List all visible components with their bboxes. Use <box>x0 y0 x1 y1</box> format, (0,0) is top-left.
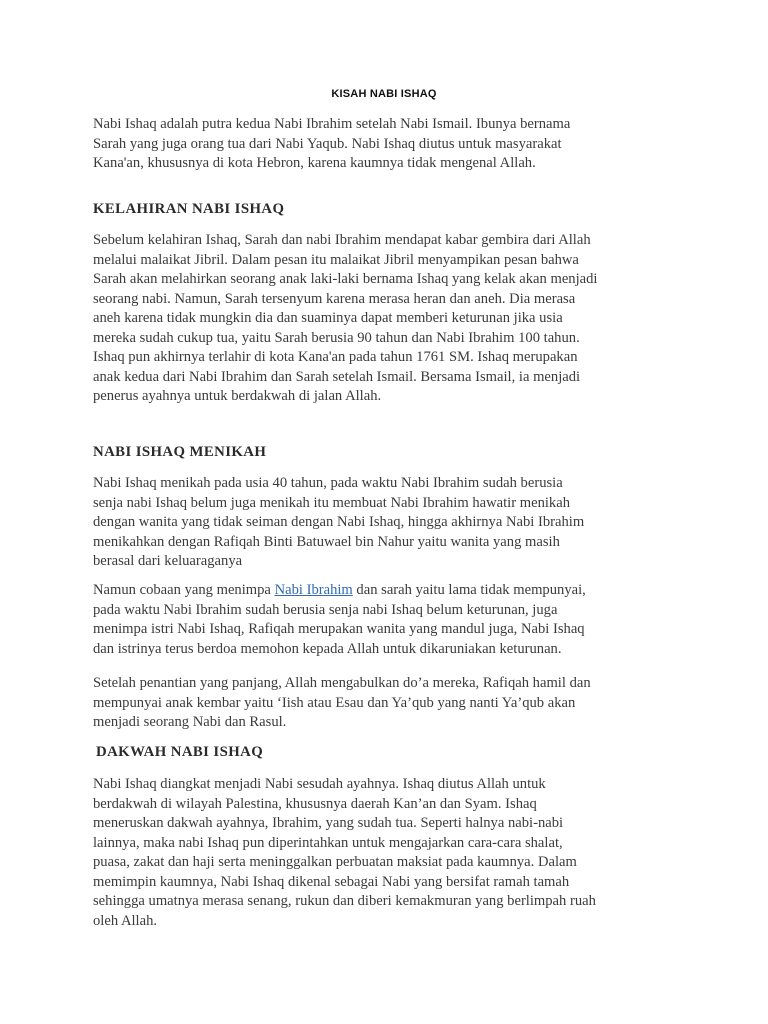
text-line: Nabi Ishaq adalah putra kedua Nabi Ibrahim setelah Nabi Ismail. Ibunya bernama <box>93 116 571 132</box>
text-line: Nabi Ishaq menikah pada usia 40 tahun, pada waktu Nabi Ibrahim sudah berusia <box>93 475 563 491</box>
text-line: anak kedua dari Nabi Ibrahim dan Sarah setelah Ismail. Bersama Ismail, ia menjadi <box>93 368 581 385</box>
paragraph-dakwah <box>93 775 683 931</box>
text-line: seorang nabi. Namun, Sarah tersenyum karena merasa heran dan aneh. Dia merasa <box>93 290 576 307</box>
text-line: berdakwah di wilayah Palestina, khususnya daerah Kan’an dan Syam. Ishaq <box>93 795 537 812</box>
text-line: Ishaq pun akhirnya terlahir di kota Kana'an pada tahun 1761 SM. Ishaq merupakan <box>93 349 578 365</box>
section-heading-kelahiran: KELAHIRAN NABI ISHAQ <box>93 201 285 217</box>
text-line: menikahkan dengan Rafiqah Binti Batuwael bin Nahur yaitu wanita yang masih <box>93 533 560 550</box>
text-line: aneh karena tidak mungkin dia dan suaminya dapat memberi keturunan jika usia <box>93 310 563 326</box>
text-line: Setelah penantian yang panjang, Allah mengabulkan do’a mereka, Rafiqah hamil dan <box>93 675 591 691</box>
section-heading-menikah: NABI ISHAQ MENIKAH <box>93 444 267 460</box>
text-line: penerus ayahnya untuk berdakwah di jalan Allah. <box>93 388 382 404</box>
text-line: Sarah yang juga orang tua dari Nabi Yaqub. Nabi Ishaq diutus untuk masyarakat <box>93 135 562 152</box>
text-line <box>93 581 683 601</box>
nabi-ibrahim-link[interactable]: Nabi Ibrahim <box>274 582 353 598</box>
text-line: berasal dari keluaraganya <box>93 553 243 569</box>
text-line: Kana'an, khususnya di kota Hebron, karena kaumnya tidak mengenal Allah. <box>93 155 536 171</box>
text-line: Sebelum kelahiran Ishaq, Sarah dan nabi Ibrahim mendapat kabar gembira dari Allah <box>93 232 591 248</box>
text-line: senja nabi Ishaq belum juga menikah itu membuat Nabi Ibrahim hawatir menikah <box>93 494 570 511</box>
intro-paragraph <box>93 115 683 174</box>
text-line: pada waktu Nabi Ibrahim sudah berusia senja nabi Ishaq belum keturunan, juga <box>93 601 558 618</box>
text-line: oleh Allah. <box>93 912 158 929</box>
text-line: puasa, zakat dan haji serta meninggalkan perbuatan maksiat pada kaumnya. Dalam <box>93 854 577 870</box>
text-line: Nabi Ishaq diangkat menjadi Nabi sesudah ayahnya. Ishaq diutus Allah untuk <box>93 776 546 792</box>
text-line: melalui malaikat Jibril. Dalam pesan itu malaikat Jibril menyampikan pesan bahwa <box>93 251 579 268</box>
text-line: menjadi seorang Nabi dan Rasul. <box>93 714 287 730</box>
document-title: KISAH NABI ISHAQ <box>331 88 437 100</box>
text-line: lainnya, maka nabi Ishaq pun diperintahkan untuk mengajarkan cara-cara shalat, <box>93 834 563 851</box>
paragraph-menikah-3 <box>93 674 683 733</box>
text-line: menimpa istri Nabi Ishaq, Rafiqah merupakan wanita yang mandul juga, Nabi Ishaq <box>93 621 585 637</box>
text-line: dan istrinya terus berdoa memohon kepada Allah untuk dikaruniakan keturunan. <box>93 640 562 657</box>
text-line: mempunyai anak kembar yaitu ‘Iish atau Esau dan Ya’qub yang nanti Ya’qub akan <box>93 694 576 711</box>
paragraph-kelahiran <box>93 231 683 407</box>
text-line: memimpin kaumnya, Nabi Ishaq dikenal sebagai Nabi yang bersifat ramah tamah <box>93 873 570 890</box>
text-line: dengan wanita yang tidak seiman dengan Nabi Ishaq, hingga akhirnya Nabi Ibrahim <box>93 514 585 530</box>
section-heading-dakwah: DAKWAH NABI ISHAQ <box>96 744 264 760</box>
text-line: mereka sudah cukup tua, yaitu Sarah berusia 90 tahun dan Nabi Ibrahim 100 tahun. <box>93 329 580 346</box>
paragraph-menikah-1 <box>93 474 683 572</box>
paragraph-menikah-2 <box>93 581 683 659</box>
text-fragment: Namun cobaan yang menimpa <box>93 582 275 598</box>
text-line: sehingga umatnya merasa senang, rukun dan diberi kemakmuran yang berlimpah ruah <box>93 893 596 909</box>
text-line: Sarah akan melahirkan seorang anak laki-laki bernama Ishaq yang kelak akan menjadi <box>93 271 598 287</box>
text-fragment: dan sarah yaitu lama tidak mempunyai, <box>352 582 586 598</box>
text-line: meneruskan dakwah ayahnya, Ibrahim, yang sudah tua. Seperti halnya nabi-nabi <box>93 815 564 831</box>
